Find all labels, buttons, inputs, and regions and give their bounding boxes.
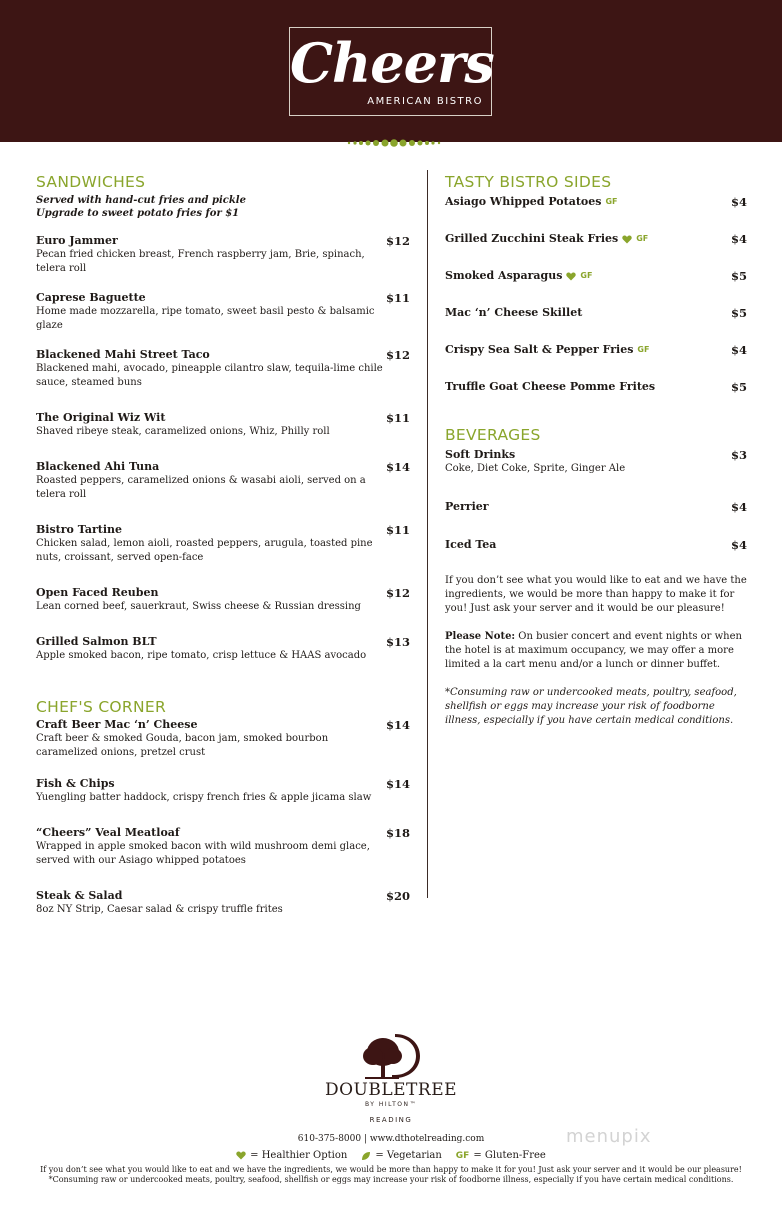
by-hilton: BY HILTON™ <box>364 1101 418 1108</box>
doubletree-wordmark: DOUBLETREE <box>324 1080 458 1100</box>
dot-ornament <box>0 138 782 148</box>
menu-item <box>36 523 410 565</box>
menu-item <box>36 234 410 276</box>
beverages-title: BEVERAGES <box>445 426 541 444</box>
gf-badge: GF <box>455 1150 470 1161</box>
sandwiches-note-line: Served with hand-cut fries and pickle <box>36 195 246 206</box>
item-desc: Lean corned beef, sauerkraut, Swiss cheese & Russian dressing <box>36 601 361 612</box>
please-note-label: Please Note: <box>445 631 516 642</box>
sides-title: TASTY BISTRO SIDES <box>445 173 612 191</box>
item-price: $14 <box>385 718 410 732</box>
item-desc: Pecan fried chicken breast, French raspberry jam, Brie, spinach, telera roll <box>36 249 365 274</box>
legend-gf-label: = Gluten-Free <box>473 1150 546 1161</box>
item-name: Euro Jammer <box>36 234 118 247</box>
item-price: $12 <box>385 234 410 248</box>
custom-order-note: If you don’t see what you would like to eat and we have the ingredients, we would be more than happy to make it for you! Just ask your server and it would be our pleasure! <box>445 575 747 614</box>
item-desc: Shaved ribeye steak, caramelized onions, Whiz, Philly roll <box>36 426 330 437</box>
item-name: Grilled Salmon BLT <box>36 635 157 648</box>
gf-badge: GF <box>637 345 650 354</box>
footer <box>0 1030 782 1185</box>
item-price: $5 <box>730 306 747 320</box>
item-name-text: Smoked Asparagus <box>445 269 563 282</box>
menu-item <box>445 343 747 357</box>
menu-item <box>36 826 410 868</box>
item-name <box>445 343 747 357</box>
gf-badge: GF <box>605 197 618 206</box>
legend-gluten-free <box>456 1150 546 1161</box>
item-name: Perrier <box>445 500 489 513</box>
fine-print-line: *Consuming raw or undercooked meats, poultry, seafood, shellfish or eggs may increase your risk of foodborne illness, especially if you have certain medical conditions. <box>48 1175 734 1184</box>
item-price: $4 <box>730 232 747 246</box>
menu-item <box>445 269 747 283</box>
item-desc: Chicken salad, lemon aioli, roasted peppers, arugula, toasted pine nuts, croissant, served open-face <box>36 538 373 563</box>
item-price: $12 <box>385 586 410 600</box>
item-name: The Original Wiz Wit <box>36 411 166 424</box>
legend-vegetarian <box>361 1150 441 1161</box>
contact-info: 610-375-8000 | www.dthotelreading.com <box>297 1134 485 1144</box>
item-price: $11 <box>385 291 410 305</box>
item-desc: 8oz NY Strip, Caesar salad & crispy truffle frites <box>36 904 283 915</box>
item-name <box>445 269 747 283</box>
fine-print <box>0 1165 782 1185</box>
menu-item <box>445 380 747 394</box>
legend <box>0 1150 782 1161</box>
menu-item <box>445 195 747 209</box>
item-name-text: Grilled Zucchini Steak Fries <box>445 232 619 245</box>
menu-item <box>445 448 747 476</box>
item-name-text: Asiago Whipped Potatoes <box>445 195 602 208</box>
item-name: Blackened Mahi Street Taco <box>36 348 210 361</box>
item-price: $13 <box>385 635 410 649</box>
item-price: $12 <box>385 348 410 362</box>
item-name: Caprese Baguette <box>36 291 146 304</box>
item-price: $20 <box>385 889 410 903</box>
menu-item <box>36 586 410 614</box>
item-price: $5 <box>730 380 747 394</box>
menu-item <box>36 777 410 805</box>
item-name: Blackened Ahi Tuna <box>36 460 160 473</box>
item-name: Open Faced Reuben <box>36 586 159 599</box>
heart-icon <box>236 1151 246 1160</box>
item-desc: Blackened mahi, avocado, pineapple cilantro slaw, tequila-lime chile sauce, steamed buns <box>36 363 383 388</box>
item-desc: Wrapped in apple smoked bacon with wild mushroom demi glace, served with our Asiago whipped potatoes <box>36 841 370 866</box>
item-desc: Roasted peppers, caramelized onions & wasabi aioli, served on a telera roll <box>36 475 366 500</box>
item-price: $4 <box>730 538 747 552</box>
item-desc: Home made mozzarella, ripe tomato, sweet basil pesto & balsamic glaze <box>36 306 375 331</box>
item-desc: Craft beer & smoked Gouda, bacon jam, smoked bourbon caramelized onions, pretzel crust <box>36 733 329 758</box>
item-price: $14 <box>385 460 410 474</box>
leaf-icon <box>361 1151 371 1161</box>
item-desc: Yuengling batter haddock, crispy french fries & apple jicama slaw <box>36 792 372 803</box>
cheers-logo <box>289 27 492 116</box>
item-name: Steak & Salad <box>36 889 123 902</box>
menu-item <box>36 635 410 663</box>
legend-veg-label: = Vegetarian <box>375 1150 442 1161</box>
menu-item <box>445 306 747 320</box>
menu-item <box>36 411 410 439</box>
fine-print-line: If you don’t see what you would like to eat and we have the ingredients, we would be more than happy to make it for you! Just ask your server and it would be our pleasure! <box>40 1165 742 1174</box>
item-name: Soft Drinks <box>445 448 516 461</box>
menu-item <box>36 460 410 502</box>
item-name: Craft Beer Mac ‘n’ Cheese <box>36 718 198 731</box>
heart-icon <box>622 235 632 244</box>
menu-item <box>36 291 410 333</box>
heart-icon <box>566 272 576 281</box>
item-price: $4 <box>730 500 747 514</box>
item-name: Iced Tea <box>445 538 497 551</box>
item-price: $4 <box>730 195 747 209</box>
doubletree-logo-icon <box>359 1030 423 1082</box>
menupix-watermark: menupix <box>566 1126 652 1147</box>
column-divider <box>427 170 428 898</box>
menu-header <box>0 0 782 142</box>
menu-item <box>445 500 747 514</box>
please-note <box>445 630 747 672</box>
item-name <box>445 195 747 209</box>
menu-item <box>445 538 747 552</box>
item-name: Bistro Tartine <box>36 523 123 536</box>
left-column <box>36 172 410 917</box>
logo-subtitle: AMERICAN BISTRO <box>367 96 483 107</box>
item-name <box>445 232 747 246</box>
please-note-text: On busier concert and event nights or when the hotel is at maximum occupancy, we may offer a more limited a la cart menu and/or a lunch or dinner buffet. <box>445 631 742 670</box>
item-desc: Coke, Diet Coke, Sprite, Ginger Ale <box>445 463 626 474</box>
item-price: $11 <box>385 411 410 425</box>
item-name: Truffle Goat Cheese Pomme Frites <box>445 380 656 393</box>
menu-item <box>36 718 410 760</box>
sandwiches-title: SANDWICHES <box>36 173 146 191</box>
item-name: Mac ‘n’ Cheese Skillet <box>445 306 583 319</box>
sandwiches-note-line: Upgrade to sweet potato fries for $1 <box>36 208 240 219</box>
hotel-city: READING <box>369 1116 413 1124</box>
item-name-text: Crispy Sea Salt & Pepper Fries <box>445 343 634 356</box>
gf-badge: GF <box>580 271 593 280</box>
gf-badge: GF <box>636 234 649 243</box>
chefs-corner-title: CHEF'S CORNER <box>36 698 167 716</box>
item-price: $4 <box>730 343 747 357</box>
health-warning: *Consuming raw or undercooked meats, poultry, seafood, shellfish or eggs may increase your risk of foodborne illness, especially if you have certain medical conditions. <box>445 687 737 726</box>
sandwiches-note <box>36 194 410 220</box>
legend-healthier-label: = Healthier Option <box>250 1150 348 1161</box>
menu-item <box>445 232 747 246</box>
item-name: “Cheers” Veal Meatloaf <box>36 826 180 839</box>
menu-item <box>36 348 410 390</box>
item-price: $11 <box>385 523 410 537</box>
item-name: Fish & Chips <box>36 777 115 790</box>
item-price: $3 <box>730 448 747 462</box>
item-desc: Apple smoked bacon, ripe tomato, crisp lettuce & HAAS avocado <box>36 650 367 661</box>
legend-healthier <box>236 1150 347 1161</box>
item-price: $18 <box>385 826 410 840</box>
item-price: $14 <box>385 777 410 791</box>
item-price: $5 <box>730 269 747 283</box>
logo-wordmark: Cheers <box>290 31 494 95</box>
menu-item <box>36 889 410 917</box>
right-column <box>445 172 747 728</box>
